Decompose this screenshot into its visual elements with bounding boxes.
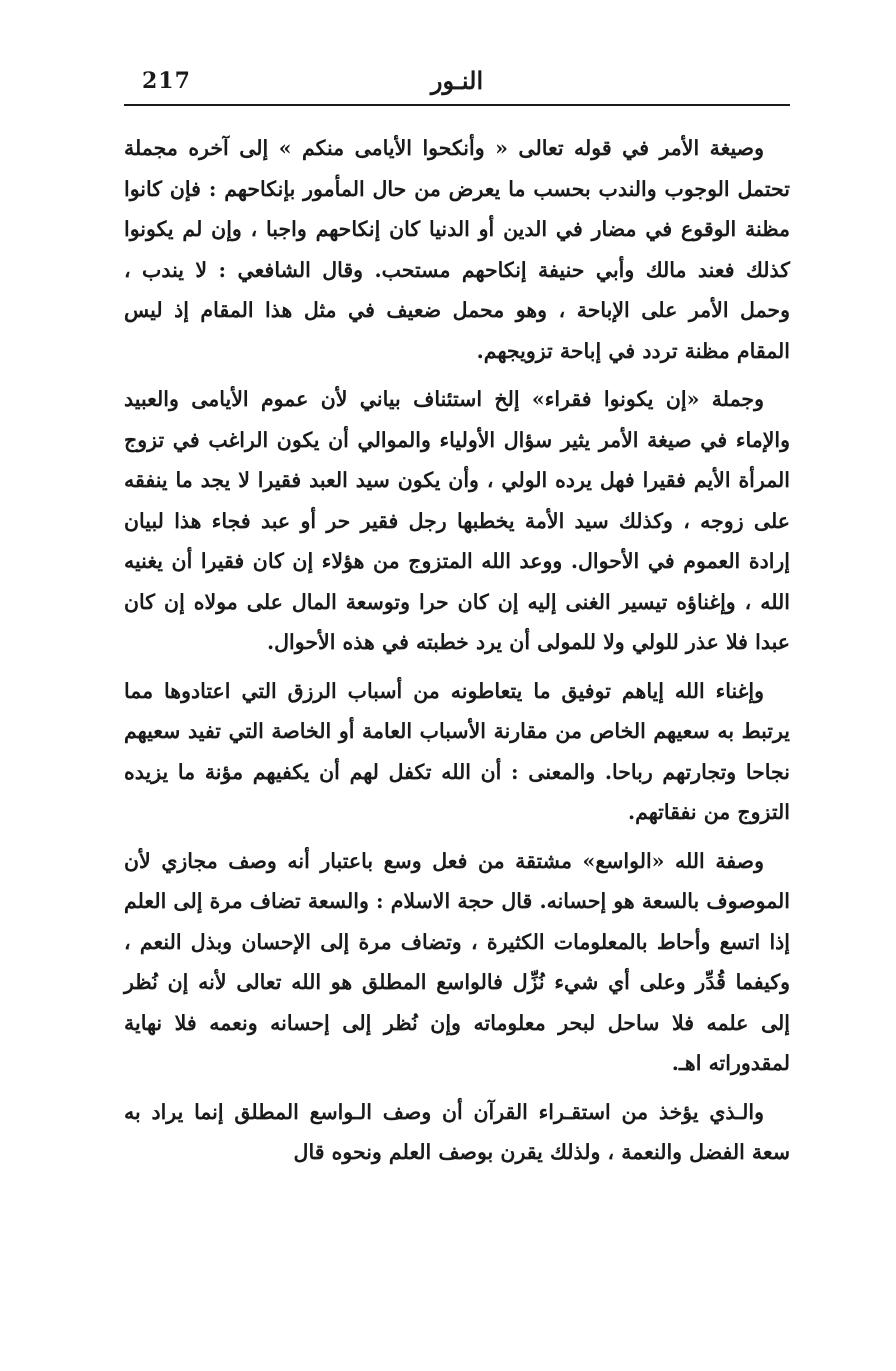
- paragraph: وصيغة الأمر في قوله تعالى « وأنكحوا الأيامى منكم » إلى آخره مجملة تحتمل الوجوب والندب بحسب ما يعرض من حال المأمور بإنكاحهم : فإن كانوا مظنة الوقوع في مضار في الدين أو الدنيا كان إنكاحهم واجبا ، وإن لم يكونوا كذلك فعند مالك وأبي حنيفة إنكاحهم مستحب. وقال الشافعي : لا يندب ، وحمل الأمر على الإباحة ، وهو محمل ضعيف في مثل هذا المقام إذ ليس المقام مظنة تردد في إباحة تزويجهم.: [124, 136, 790, 363]
- paragraph: وصفة الله «الواسع» مشتقة من فعل وسع باعتبار أنه وصف مجازي لأن الموصوف بالسعة هو إحسانه. قال حجة الاسلام : والسعة تضاف مرة إلى العلم إذا اتسع وأحاط بالمعلومات الكثيرة ، وتضاف مرة إلى الإحسان وبذل النعم ، وكيفما قُدِّر وعلى أي شيء نُزِّل فالواسع المطلق هو الله تعالى لأنه إن نُظر إلى علمه فلا ساحل لبحر معلوماته وإن نُظر إلى إحسانه ونعمه فلا نهاية لمقدوراته اهـ.: [124, 848, 790, 1075]
- page-number: 217: [142, 68, 191, 94]
- paragraph: وجملة «إن يكونوا فقراء» إلخ استئناف بياني لأن عموم الأيامى والعبيد والإماء في صيغة الأمر يثير سؤال الأولياء والموالي أن يكون الراغب في تزوج المرأة الأيم فقيرا فهل يرده الولي ، وأن يكون سيد العبد فقيرا لا يجد ما ينفقه على زوجه ، وكذلك سيد الأمة يخطبها رجل فقير حر أو عبد فجاء هذا لبيان إرادة العموم في الأحوال. ووعد الله المتزوج من هؤلاء إن كان فقيرا أن يغنيه الله ، وإغناؤه تيسير الغنى إليه إن كان حرا وتوسعة المال على مولاه إن كان عبدا فلا عذر للولي ولا للمولى أن يرد خطبته في هذه الأحوال.: [124, 387, 790, 654]
- page-body: [124, 128, 790, 1173]
- paragraph: وإغناء الله إياهم توفيق ما يتعاطونه من أسباب الرزق التي اعتادوها مما يرتبط به سعيهم الخاص من مقارنة الأسباب العامة أو الخاصة التي تفيد سعيهم نجاحا وتجارتهم رباحا. والمعنى : أن الله تكفل لهم أن يكفيهم مؤنة ما يزيده التزوج من نفقاتهم.: [124, 678, 790, 824]
- running-title: النـور: [430, 66, 484, 95]
- page-header: [124, 60, 790, 106]
- paragraph: والـذي يؤخذ من استقـراء القرآن أن وصف الـواسع المطلق إنما يراد به سعة الفضل والنعمة ، ولذلك يقرن بوصف العلم ونحوه قال: [124, 1099, 790, 1164]
- book-page: [124, 60, 790, 1181]
